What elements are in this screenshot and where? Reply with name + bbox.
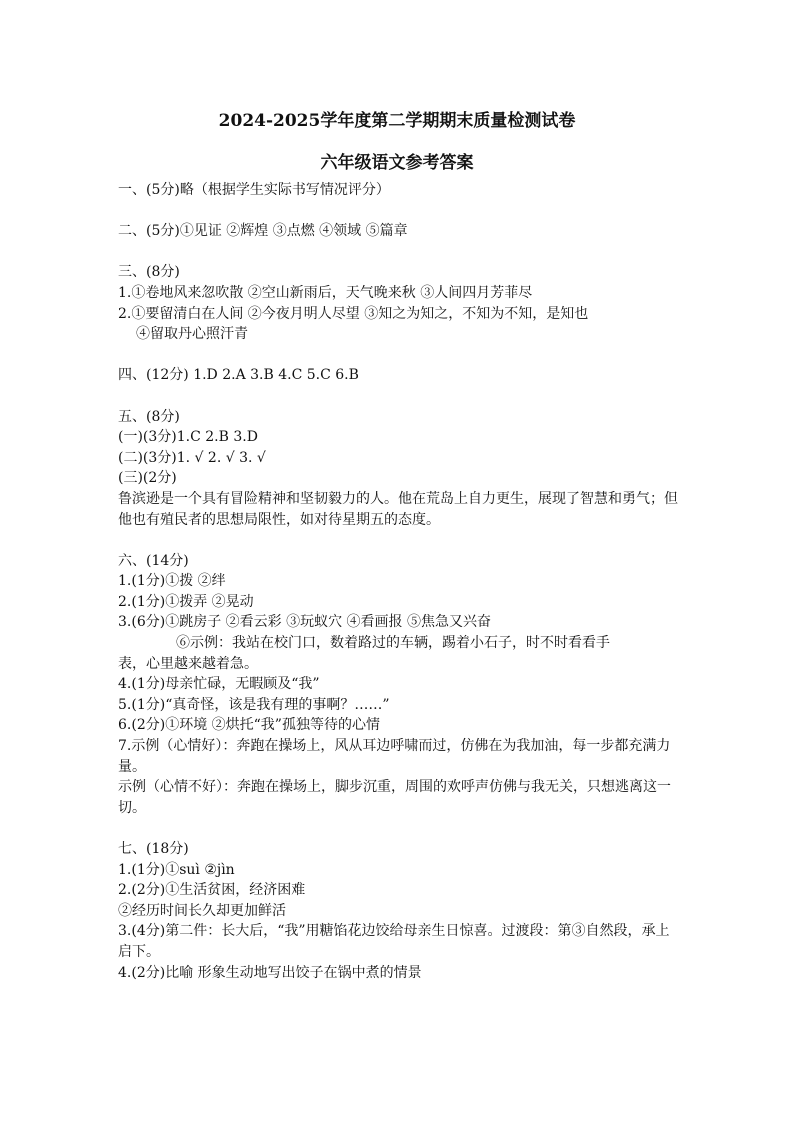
section-3-q1: 1.①卷地风来忽吹散 ②空山新雨后，天气晚来秋 ③人间四月芳菲尽 [118, 284, 533, 301]
section-6-q3: 3.(6分)①跳房子 ②看云彩 ③玩蚁穴 ④看画报 ⑤焦急又兴奋 [118, 614, 491, 631]
section-6-q3-example: ⑥示例：我站在校门口，数着路过的车辆，踢着小石子，时不时看看手 [176, 635, 610, 652]
section-7-q1: 1.(1分)①suì ②jìn [118, 861, 235, 878]
section-2-line: 二、(5分)①见证 ②辉煌 ③点燃 ④领域 ⑤篇章 [118, 223, 408, 240]
section-3-q2-cont: ④留取丹心照汗青 [136, 326, 248, 343]
section-5-heading: 五、(8分) [118, 408, 180, 425]
section-6-heading: 六、(14分) [118, 552, 189, 569]
page-title: 2024-2025学年度第二学期期末质量检测试卷 [218, 111, 576, 131]
section-5-part3: (三)(2分) [118, 470, 177, 487]
section-7-q2: 2.(2分)①生活贫困，经济困难 [118, 882, 306, 899]
section-6-q3-example-cont: 表，心里越来越着急。 [118, 655, 258, 672]
section-3-q2: 2.①要留清白在人间 ②今夜月明人尽望 ③知之为知之，不知为不知，是知也 [118, 305, 589, 322]
section-6-q7-bad: 示例（心情不好）：奔跑在操场上，脚步沉重，周围的欢呼声仿佛与我无关，只想逃离这一切。 [118, 779, 671, 816]
section-6-q7-good: 7.示例（心情好）：奔跑在操场上，风从耳边呼啸而过，仿佛在为我加油，每一步都充满力量。 [118, 738, 671, 775]
section-7-q3: 3.(4分)第二件：长大后，“我”用糖馅花边饺给母亲生日惊喜。过渡段：第③自然段，承上启下。 [118, 923, 670, 960]
section-3-heading: 三、(8分) [118, 264, 180, 281]
section-6-q1: 1.(1分)①拨 ②绊 [118, 573, 226, 590]
section-5-part1: (一)(3分)1.C 2.B 3.D [118, 429, 258, 446]
section-6-q4: 4.(1分)母亲忙碌，无暇顾及“我” [118, 676, 320, 693]
page-subtitle: 六年级语文参考答案 [320, 153, 474, 173]
section-5-answer-text: 鲁滨逊是一个具有冒险精神和坚韧毅力的人。他在荒岛上自力更生，展现了智慧和勇气；但他也有殖民者的思想局限性，如对待星期五的态度。 [118, 490, 678, 528]
section-7-q4: 4.(2分)比喻 形象生动地写出饺子在锅中煮的情景 [118, 964, 422, 981]
answer-content [118, 180, 678, 983]
section-7-heading: 七、(18分) [118, 841, 189, 857]
section-7-q2-cont: ②经历时间长久却更加鲜活 [118, 902, 286, 919]
section-4-line: 四、(12分) 1.D 2.A 3.B 4.C 5.C 6.B [118, 367, 359, 384]
section-6-q6: 6.(2分)①环境 ②烘托“我”孤独等待的心情 [118, 717, 380, 734]
section-1-line: 一、(5分)略（根据学生实际书写情况评分） [118, 182, 390, 198]
section-5-part2: (二)(3分)1. √ 2. √ 3. √ [118, 449, 266, 466]
section-6-q2: 2.(1分)①拨弄 ②晃动 [118, 593, 254, 610]
section-6-q5: 5.(1分)“真奇怪，该是我有理的事啊？……” [118, 696, 390, 713]
